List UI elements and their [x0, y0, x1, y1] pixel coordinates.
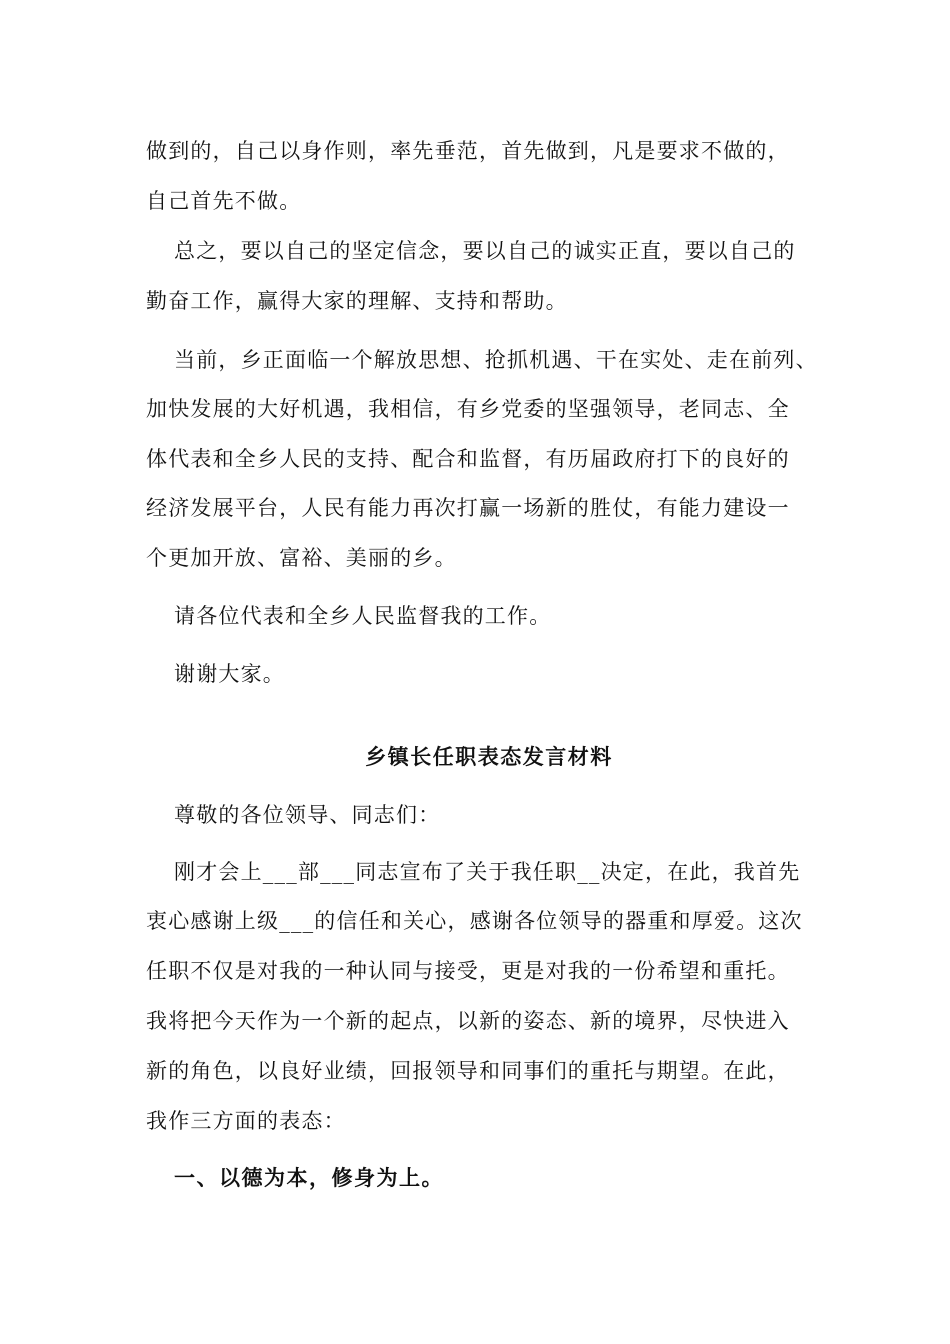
- paragraph-line: 加快发展的大好机遇，我相信，有乡党委的坚强领导，老同志、全: [146, 397, 790, 421]
- paragraph-line: 新的角色，以良好业绩，回报领导和同事们的重托与期望。在此，: [146, 1059, 790, 1083]
- paragraph-line: 总之，要以自己的坚定信念，要以自己的诚实正直，要以自己的: [174, 239, 796, 263]
- paragraph-line: 体代表和全乡人民的支持、配合和监督，有历届政府打下的良好的: [146, 447, 790, 471]
- section-heading: 一、以德为本，修身为上。: [174, 1165, 444, 1190]
- paragraph-line: 请各位代表和全乡人民监督我的工作。: [174, 604, 552, 628]
- paragraph-line: 自己首先不做。: [146, 189, 302, 213]
- paragraph-line: 勤奋工作，赢得大家的理解、支持和帮助。: [146, 289, 568, 313]
- paragraph-line: 刚才会上___部___同志宣布了关于我任职__决定，在此，我首先: [174, 860, 801, 884]
- paragraph-line: 我将把今天作为一个新的起点，以新的姿态、新的境界，尽快进入: [146, 1009, 790, 1033]
- paragraph-line: 我作三方面的表态：: [146, 1109, 346, 1133]
- paragraph-line: 当前，乡正面临一个解放思想、抢抓机遇、干在实处、走在前列、: [174, 348, 818, 372]
- paragraph-line: 做到的，自己以身作则，率先垂范，首先做到，凡是要求不做的，: [146, 139, 790, 163]
- salutation-line: 尊敬的各位领导、同志们：: [174, 803, 441, 827]
- document-title: 乡镇长任职表态发言材料: [365, 744, 613, 769]
- paragraph-line: 衷心感谢上级___的信任和关心，感谢各位领导的器重和厚爱。这次: [146, 909, 803, 933]
- paragraph-line: 个更加开放、富裕、美丽的乡。: [146, 546, 457, 570]
- paragraph-line: 经济发展平台，人民有能力再次打赢一场新的胜仗，有能力建设一: [146, 496, 790, 520]
- paragraph-line: 任职不仅是对我的一种认同与接受，更是对我的一份希望和重托。: [146, 959, 790, 983]
- paragraph-line: 谢谢大家。: [174, 662, 285, 686]
